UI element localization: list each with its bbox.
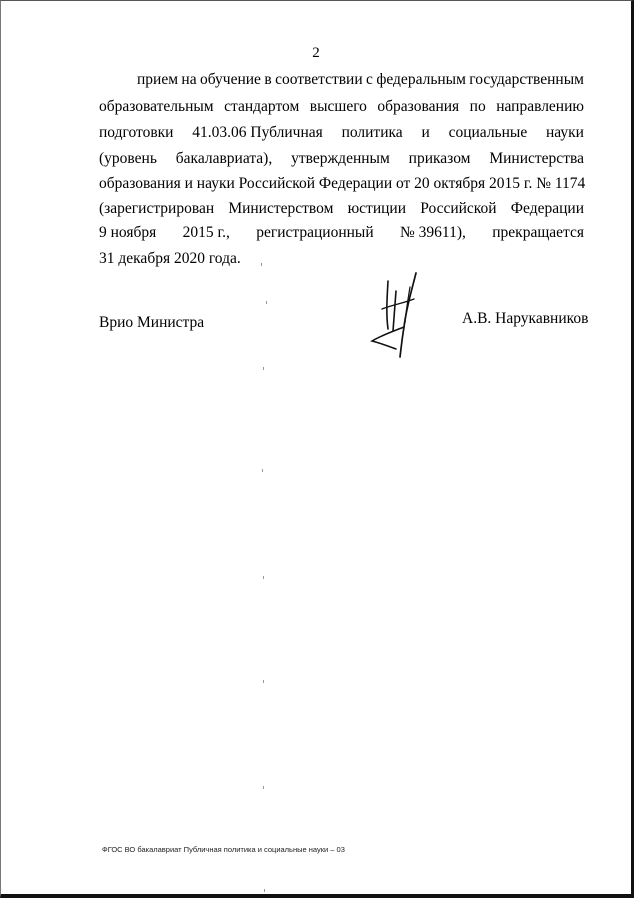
word: с: [366, 71, 373, 88]
signatory-name: А.В. Нарукавников: [462, 310, 589, 327]
word: регистрационный: [256, 224, 374, 241]
word: высшего: [309, 98, 367, 115]
word: подготовки: [99, 124, 174, 141]
paragraph-line-6: [99, 196, 584, 221]
word: № 39611),: [400, 224, 466, 241]
scan-artifact: [263, 680, 264, 683]
word: прекращается: [492, 224, 584, 241]
word: приказом: [408, 150, 471, 167]
word: государственным: [469, 71, 584, 88]
word: (уровень: [99, 150, 157, 167]
word: обучение: [200, 71, 261, 88]
paragraph-line-5: [99, 171, 584, 196]
scan-artifact: [263, 576, 264, 579]
line-text: образования и науки Российской Федерации от 20 октября 2015 г. № 1174: [99, 175, 586, 192]
word: по: [469, 98, 486, 115]
word: направлению: [496, 98, 584, 115]
paragraph-line-2: [99, 94, 584, 119]
word: на: [181, 71, 197, 88]
line-text: 31 декабря 2020 года.: [99, 250, 241, 267]
scan-artifact: [266, 301, 267, 304]
word: социальные: [448, 124, 528, 141]
word: соответствии: [275, 71, 363, 88]
signature-role: Врио Министра: [99, 314, 205, 331]
word: 9 ноября: [99, 224, 157, 241]
handwritten-signature: [366, 269, 428, 361]
word: образования: [377, 98, 460, 115]
word: прием: [137, 71, 179, 88]
document-footer: ФГОС ВО бакалавриат Публичная политика и социальные науки – 03: [102, 845, 345, 854]
word: и: [421, 124, 430, 141]
word: бакалавриата),: [175, 150, 273, 167]
word: утвержденным: [291, 150, 390, 167]
scan-artifact: [264, 889, 265, 892]
scan-artifact: [263, 367, 264, 370]
word: 41.03.06 Публичная: [192, 124, 323, 141]
page-number: 2: [312, 45, 320, 61]
word: юстиции: [347, 200, 407, 217]
paragraph-line-4: [99, 146, 584, 171]
paragraph-line-7: [99, 220, 584, 245]
word: Федерации: [510, 200, 584, 217]
word: науки: [546, 124, 584, 141]
scan-artifact: [263, 786, 264, 789]
paragraph-line-3: [99, 120, 584, 145]
word: Министерством: [228, 200, 334, 217]
word: в: [264, 71, 272, 88]
scan-artifact: [262, 469, 263, 472]
word: образовательным: [99, 98, 214, 115]
word: 2015 г.,: [182, 224, 230, 241]
word: политика: [341, 124, 403, 141]
scan-artifact: [261, 263, 262, 266]
word: Российской: [420, 200, 497, 217]
word: (зарегистрирован: [99, 200, 215, 217]
paragraph-line-1: [137, 67, 584, 92]
word: стандартом: [224, 98, 300, 115]
paragraph-line-8: [99, 246, 584, 271]
word: Министерства: [489, 150, 584, 167]
word: федеральным: [376, 71, 466, 88]
